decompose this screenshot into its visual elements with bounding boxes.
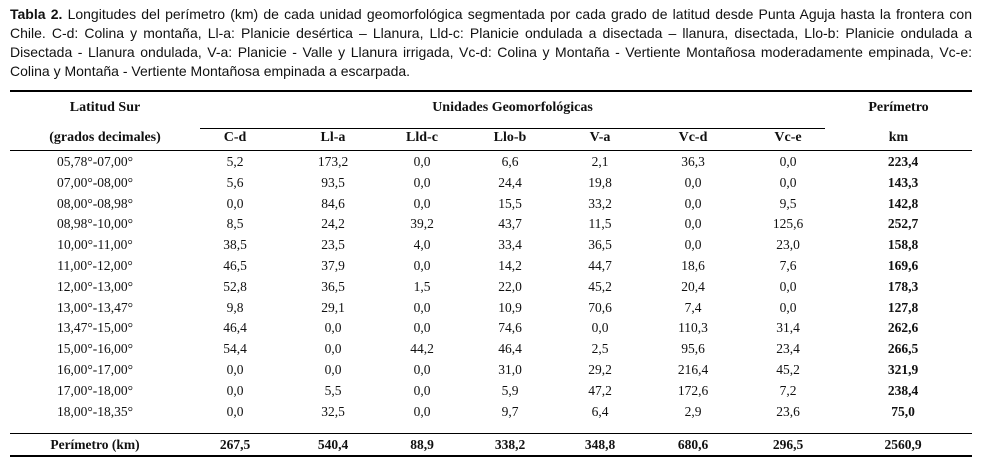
column-header: V-a (589, 130, 611, 145)
value-cell: 29,2 (588, 362, 612, 377)
value-cell: 0,0 (226, 362, 244, 377)
value-cell: 46,5 (223, 258, 247, 273)
value-cell: 24,4 (498, 174, 522, 190)
table-caption (10, 5, 972, 81)
table-row (10, 277, 972, 296)
value-cell: 24,2 (321, 216, 345, 232)
value-cell: 47,2 (588, 382, 612, 398)
value-cell: 93,5 (321, 174, 345, 190)
value-cell: 45,2 (588, 278, 612, 294)
latitude-cell: 13,00°-13,47° (56, 299, 134, 315)
latitude-cell: 11,00°-12,00° (57, 258, 133, 273)
value-cell: 216,4 (677, 362, 709, 377)
value-cell: 2,1 (591, 154, 609, 169)
row-total-cell: 127,8 (887, 299, 919, 315)
footer-top-rule (10, 433, 972, 434)
row-total-cell: 143,3 (887, 174, 919, 190)
value-cell: 0,0 (684, 237, 702, 253)
value-cell: 38,5 (223, 237, 247, 253)
value-cell: 31,0 (498, 362, 522, 377)
footer-value-cell: 88,9 (410, 437, 434, 452)
value-cell: 5,9 (501, 382, 519, 398)
value-cell: 0,0 (226, 382, 244, 398)
header-latitude: Latitud Sur (69, 100, 141, 115)
footer-value-cell: 267,5 (219, 437, 251, 452)
value-cell: 23,4 (776, 341, 800, 357)
value-cell: 9,8 (226, 299, 244, 315)
value-cell: 36,5 (321, 278, 345, 294)
caption-label: Tabla 2. (10, 6, 63, 22)
value-cell: 7,6 (779, 258, 797, 273)
value-cell: 70,6 (588, 299, 612, 315)
footer-label: Perímetro (km) (50, 437, 140, 452)
column-header: Llo-b (493, 130, 527, 145)
value-cell: 0,0 (413, 174, 431, 190)
value-cell: 19,8 (588, 174, 612, 190)
value-cell: 0,0 (413, 299, 431, 315)
row-total-cell: 252,7 (887, 216, 919, 232)
footer-value-cell: 348,8 (584, 437, 616, 452)
value-cell: 37,9 (321, 258, 345, 273)
value-cell: 45,2 (776, 362, 800, 377)
value-cell: 5,6 (226, 174, 244, 190)
latitude-cell: 08,98°-10,00° (56, 216, 134, 232)
value-cell: 0,0 (324, 341, 342, 357)
value-cell: 32,5 (321, 403, 345, 419)
value-cell: 18,6 (681, 258, 705, 273)
value-cell: 0,0 (413, 320, 431, 336)
footer-total-cell: 2560,9 (884, 437, 922, 452)
row-total-cell: 238,4 (887, 382, 919, 398)
value-cell: 0,0 (413, 195, 431, 211)
table-row (10, 318, 972, 337)
value-cell: 29,1 (321, 299, 345, 315)
value-cell: 8,5 (226, 216, 244, 232)
footer-value-cell: 296,5 (772, 437, 804, 452)
latitude-cell: 12,00°-13,00° (56, 278, 134, 294)
footer-row (10, 435, 972, 454)
table-row (10, 360, 972, 379)
value-cell: 74,6 (498, 320, 522, 336)
header-perimeter: Perímetro (868, 100, 929, 115)
value-cell: 22,0 (498, 278, 522, 294)
table-row (10, 235, 972, 254)
value-cell: 5,2 (226, 154, 244, 169)
value-cell: 0,0 (324, 362, 342, 377)
value-cell: 2,5 (591, 341, 609, 357)
value-cell: 125,6 (772, 216, 804, 232)
value-cell: 44,7 (588, 258, 612, 273)
latitude-cell: 08,00°-08,98° (56, 195, 134, 211)
row-total-cell: 169,6 (887, 258, 919, 273)
value-cell: 44,2 (410, 341, 434, 357)
value-cell: 0,0 (684, 174, 702, 190)
value-cell: 7,4 (684, 299, 702, 315)
value-cell: 6,4 (591, 403, 609, 419)
value-cell: 10,9 (498, 299, 522, 315)
value-cell: 6,6 (501, 154, 519, 169)
value-cell: 36,5 (588, 237, 612, 253)
latitude-cell: 10,00°-11,00° (57, 237, 133, 253)
table-row (10, 381, 972, 400)
column-header: C-d (223, 130, 247, 145)
latitude-cell: 15,00°-16,00° (56, 341, 134, 357)
value-cell: 0,0 (779, 299, 797, 315)
value-cell: 46,4 (498, 341, 522, 357)
value-cell: 0,0 (684, 216, 702, 232)
value-cell: 7,2 (779, 382, 797, 398)
row-total-cell: 266,5 (887, 341, 919, 357)
column-header: Vc-d (678, 130, 708, 145)
row-total-cell: 178,3 (887, 278, 919, 294)
latitude-cell: 18,00°-18,35° (56, 403, 134, 419)
table-top-rule (10, 90, 972, 92)
value-cell: 23,5 (321, 237, 345, 253)
value-cell: 172,6 (677, 382, 709, 398)
table-row (10, 173, 972, 192)
value-cell: 173,2 (317, 154, 349, 169)
column-header: Vc-e (774, 130, 802, 145)
value-cell: 43,7 (498, 216, 522, 232)
value-cell: 0,0 (413, 154, 431, 169)
value-cell: 23,6 (776, 403, 800, 419)
value-cell: 36,3 (681, 154, 705, 169)
value-cell: 52,8 (223, 278, 247, 294)
caption-text: Longitudes del perímetro (km) de cada unidad geomorfológica segmentada por cada grado de latitud desde Punta Aguja hasta la frontera con Chile. C-d: Colina y montaña, Ll-a: Planicie desértica – Llanura, Lld-c: Planicie ondulada a disectada – llanura, disectada, Llo-b: Planicie ondulada a Disectada - Llanura ondulada, V-a: Planicie - Valle y Llanura irrigada, Vc-d: Colina y Montaña - Vertiente Montañosa moderadamente empinada, Vc-e: Colina y Montaña - Vertiente Montañosa empinada a escarpada. (10, 6, 973, 79)
column-header: Ll-a (320, 130, 346, 145)
table-row (10, 152, 972, 171)
value-cell: 46,4 (223, 320, 247, 336)
row-total-cell: 75,0 (891, 403, 915, 419)
table-row (10, 402, 972, 421)
value-cell: 0,0 (324, 320, 342, 336)
value-cell: 0,0 (591, 320, 609, 336)
value-cell: 0,0 (779, 278, 797, 294)
value-cell: 14,2 (498, 258, 522, 273)
column-header: Lld-c (406, 130, 438, 145)
value-cell: 0,0 (779, 174, 797, 190)
table-row (10, 339, 972, 358)
table-row (10, 256, 972, 275)
latitude-cell: 17,00°-18,00° (56, 382, 134, 398)
header-latitude-units: (grados decimales) (49, 130, 161, 145)
value-cell: 0,0 (779, 154, 797, 169)
value-cell: 15,5 (498, 195, 522, 211)
value-cell: 1,5 (413, 278, 431, 294)
table-row (10, 194, 972, 213)
value-cell: 0,0 (226, 195, 244, 211)
value-cell: 95,6 (681, 341, 705, 357)
value-cell: 31,4 (776, 320, 800, 336)
value-cell: 0,0 (684, 195, 702, 211)
latitude-cell: 05,78°-07,00° (56, 154, 134, 169)
value-cell: 39,2 (410, 216, 434, 232)
value-cell: 4,0 (413, 237, 431, 253)
value-cell: 20,4 (681, 278, 705, 294)
value-cell: 54,4 (223, 341, 247, 357)
value-cell: 33,4 (498, 237, 522, 253)
table-row (10, 214, 972, 233)
value-cell: 0,0 (413, 258, 431, 273)
value-cell: 2,9 (684, 403, 702, 419)
row-total-cell: 321,9 (887, 362, 919, 377)
value-cell: 0,0 (413, 403, 431, 419)
table-bottom-rule (10, 455, 972, 457)
value-cell: 9,5 (779, 195, 797, 211)
value-cell: 5,5 (324, 382, 342, 398)
row-total-cell: 158,8 (887, 237, 919, 253)
row-total-cell: 223,4 (887, 154, 919, 169)
header-perimeter-units: km (888, 130, 909, 145)
value-cell: 0,0 (413, 382, 431, 398)
value-cell: 23,0 (776, 237, 800, 253)
footer-value-cell: 680,6 (677, 437, 709, 452)
latitude-cell: 07,00°-08,00° (56, 174, 134, 190)
footer-value-cell: 338,2 (494, 437, 526, 452)
row-total-cell: 142,8 (887, 195, 919, 211)
value-cell: 33,2 (588, 195, 612, 211)
value-cell: 84,6 (321, 195, 345, 211)
value-cell: 9,7 (501, 403, 519, 419)
footer-value-cell: 540,4 (317, 437, 349, 452)
table-row (10, 298, 972, 317)
header-geomorphological-units: Unidades Geomorfológicas (432, 100, 593, 115)
row-total-cell: 262,6 (887, 320, 919, 336)
value-cell: 0,0 (413, 362, 431, 377)
value-cell: 11,5 (588, 216, 612, 232)
value-cell: 110,3 (678, 320, 708, 336)
latitude-cell: 16,00°-17,00° (56, 362, 134, 377)
header-bottom-rule (10, 150, 972, 151)
latitude-cell: 13,47°-15,00° (56, 320, 134, 336)
value-cell: 0,0 (226, 403, 244, 419)
